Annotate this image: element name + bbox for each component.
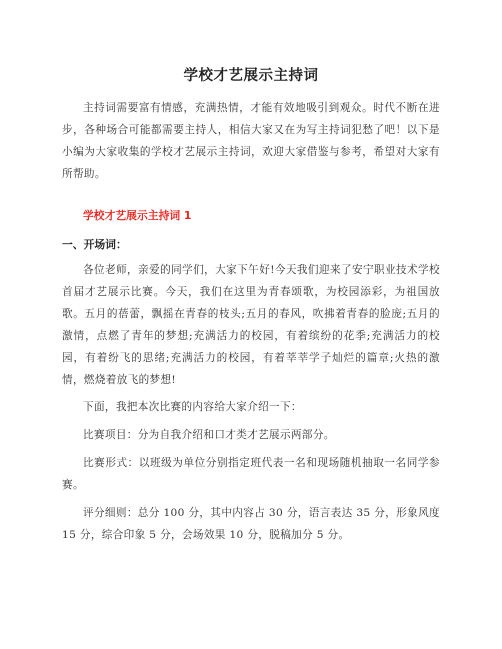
paragraph-opening-speech: 各位老师，亲爱的同学们，大家下午好!今天我们迎来了安宁职业技术学校首届才艺展示比赛。今天，我们在这里为青春颂歌，为校园添彩，为祖国放歌。五月的蓓蕾，飘摇在青春的枝头;五月的春风，吹拂着青春的脸庞;五月的激情，点燃了青年的梦想;充满活力的校园，有着缤纷的花季;充满活力的校园，有着纷飞的思绪;充满活力的校园，有着莘莘学子灿烂的篇章;火热的激情，燃烧着放飞的梦想! xyxy=(62,264,440,386)
paragraph-scoring-rules: 评分细则：总分 100 分，其中内容占 30 分，语言表达 35 分，形象风度 15 分，综合印象 5 分，会场效果 10 分，脱稿加分 5 分。 xyxy=(62,507,440,541)
subheading-opening: 一、开场词： xyxy=(62,238,127,251)
paragraph-competition-format: 比赛形式：以班级为单位分别指定班代表一名和现场随机抽取一名同学参赛。 xyxy=(62,457,440,491)
paragraph-competition-items: 比赛项目：分为自我介绍和口才类才艺展示两部分。 xyxy=(83,429,335,441)
section-title: 学校才艺展示主持词 1 xyxy=(83,209,192,222)
document-title: 学校才艺展示主持词 xyxy=(183,68,319,84)
intro-paragraph: 主持词需要富有情感，充满热情，才能有效地吸引到观众。时代不断在进步，各种场合可能都需要主持人，相信大家又在为写主持词犯愁了吧！以下是小编为大家收集的学校才艺展示主持词，欢迎大家借鉴与参考，希望对大家有所帮助。 xyxy=(62,102,440,180)
paragraph-intro-contents: 下面，我把本次比赛的内容给大家介绍一下： xyxy=(83,401,302,413)
